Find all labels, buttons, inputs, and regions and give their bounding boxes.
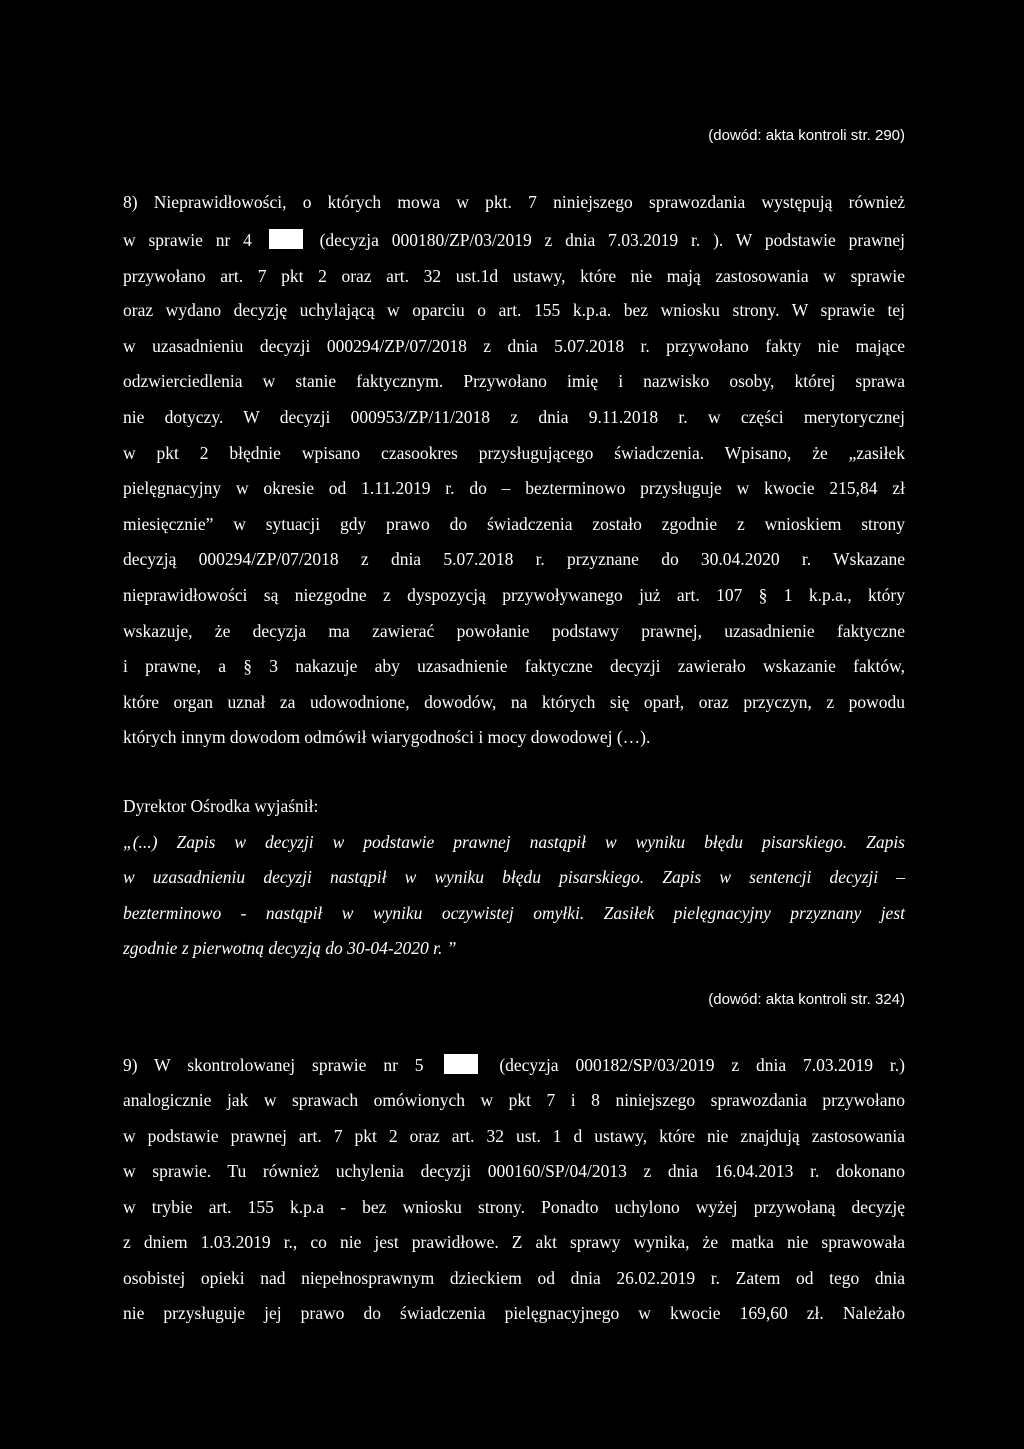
paragraph-line: odzwierciedlenia w stanie faktycznym. Przywołano imię i nazwisko osoby, której sprawa [123,371,905,391]
quote-line: bezterminowo - nastąpił w wyniku oczywistej omyłki. Zasiłek pielęgnacyjny przyznany jest [123,903,905,923]
paragraph-line: wskazuje, że decyzja ma zawierać powołanie podstawy prawnej, uzasadnienie faktyczne [123,621,905,641]
paragraph-line: 8) Nieprawidłowości, o których mowa w pkt. 7 niniejszego sprawozdania występują również [123,192,905,212]
redaction-box [444,1054,478,1074]
redaction-box [269,229,303,249]
paragraph-line: w sprawie. Tu również uchylenia decyzji 000160/SP/04/2013 z dnia 16.04.2013 r. dokonano [123,1161,905,1181]
evidence-reference-324: (dowód: akta kontroli str. 324) [708,991,905,1008]
paragraph-line [123,228,905,252]
paragraph-line: w pkt 2 błędnie wpisano czasookres przysługującego świadczenia. Wpisano, że „zasiłek [123,443,905,463]
document-page [123,0,905,1449]
paragraph-line-segment: 9) W skontrolowanej sprawie nr 5 [123,1055,424,1075]
paragraph-line: miesięcznie” w sytuacji gdy prawo do świadczenia zostało zgodnie z wnioskiem strony [123,514,905,534]
paragraph-line: w trybie art. 155 k.p.a - bez wniosku strony. Ponadto uchylono wyżej przywołaną decyzję [123,1197,905,1217]
director-heading: Dyrektor Ośrodka wyjaśnił: [123,796,319,816]
quote-line: w uzasadnieniu decyzji nastąpił w wyniku błędu pisarskiego. Zapis w sentencji decyzji – [123,867,905,887]
paragraph-line: w uzasadnieniu decyzji 000294/ZP/07/2018 z dnia 5.07.2018 r. przywołano fakty nie mające [123,336,905,356]
paragraph-line-segment: (decyzja 000180/ZP/03/2019 z dnia 7.03.2019 r. ). W podstawie prawnej [319,230,906,250]
paragraph-line: osobistej opieki nad niepełnosprawnym dzieckiem od dnia 26.02.2019 r. Zatem od tego dnia [123,1268,905,1288]
paragraph-line: przywołano art. 7 pkt 2 oraz art. 32 ust.1d ustawy, które nie mają zastosowania w sprawie [123,266,905,286]
paragraph-line-segment: w sprawie nr 4 [123,230,252,250]
paragraph-line: pielęgnacyjny w okresie od 1.11.2019 r. do – bezterminowo przysługuje w kwocie 215,84 zł [123,478,905,498]
paragraph-line: z dniem 1.03.2019 r., co nie jest prawidłowe. Z akt sprawy wynika, że matka nie sprawowała [123,1232,905,1252]
quote-line: „(...) Zapis w decyzji w podstawie prawnej nastąpił w wyniku błędu pisarskiego. Zapis [123,832,905,852]
paragraph-line: i prawne, a § 3 nakazuje aby uzasadnienie faktyczne decyzji zawierało wskazanie faktów, [123,656,905,676]
paragraph-line: nieprawidłowości są niezgodne z dyspozycją przywoływanego już art. 107 § 1 k.p.a., który [123,585,905,605]
paragraph-line: decyzją 000294/ZP/07/2018 z dnia 5.07.2018 r. przyznane do 30.04.2020 r. Wskazane [123,549,905,569]
paragraph-line [123,1053,905,1077]
paragraph-line: których innym dowodom odmówił wiarygodności i mocy dowodowej (…). [123,727,651,747]
paragraph-line: nie przysługuje jej prawo do świadczenia pielęgnacyjnego w kwocie 169,60 zł. Należało [123,1303,905,1323]
paragraph-line: nie dotyczy. W decyzji 000953/ZP/11/2018 z dnia 9.11.2018 r. w części merytorycznej [123,407,905,427]
quote-line: zgodnie z pierwotną decyzją do 30-04-2020 r. ” [123,938,457,958]
paragraph-line: oraz wydano decyzję uchylającą w oparciu o art. 155 k.p.a. bez wniosku strony. W sprawie tej [123,300,905,320]
paragraph-line: w podstawie prawnej art. 7 pkt 2 oraz art. 32 ust. 1 d ustawy, które nie znajdują zastosowania [123,1126,905,1146]
paragraph-line: analogicznie jak w sprawach omówionych w pkt 7 i 8 niniejszego sprawozdania przywołano [123,1090,905,1110]
evidence-reference-290: (dowód: akta kontroli str. 290) [708,127,905,144]
paragraph-line: które organ uznał za udowodnione, dowodów, na których się oparł, oraz przyczyn, z powodu [123,692,905,712]
paragraph-line-segment: (decyzja 000182/SP/03/2019 z dnia 7.03.2019 r.) [499,1055,905,1075]
